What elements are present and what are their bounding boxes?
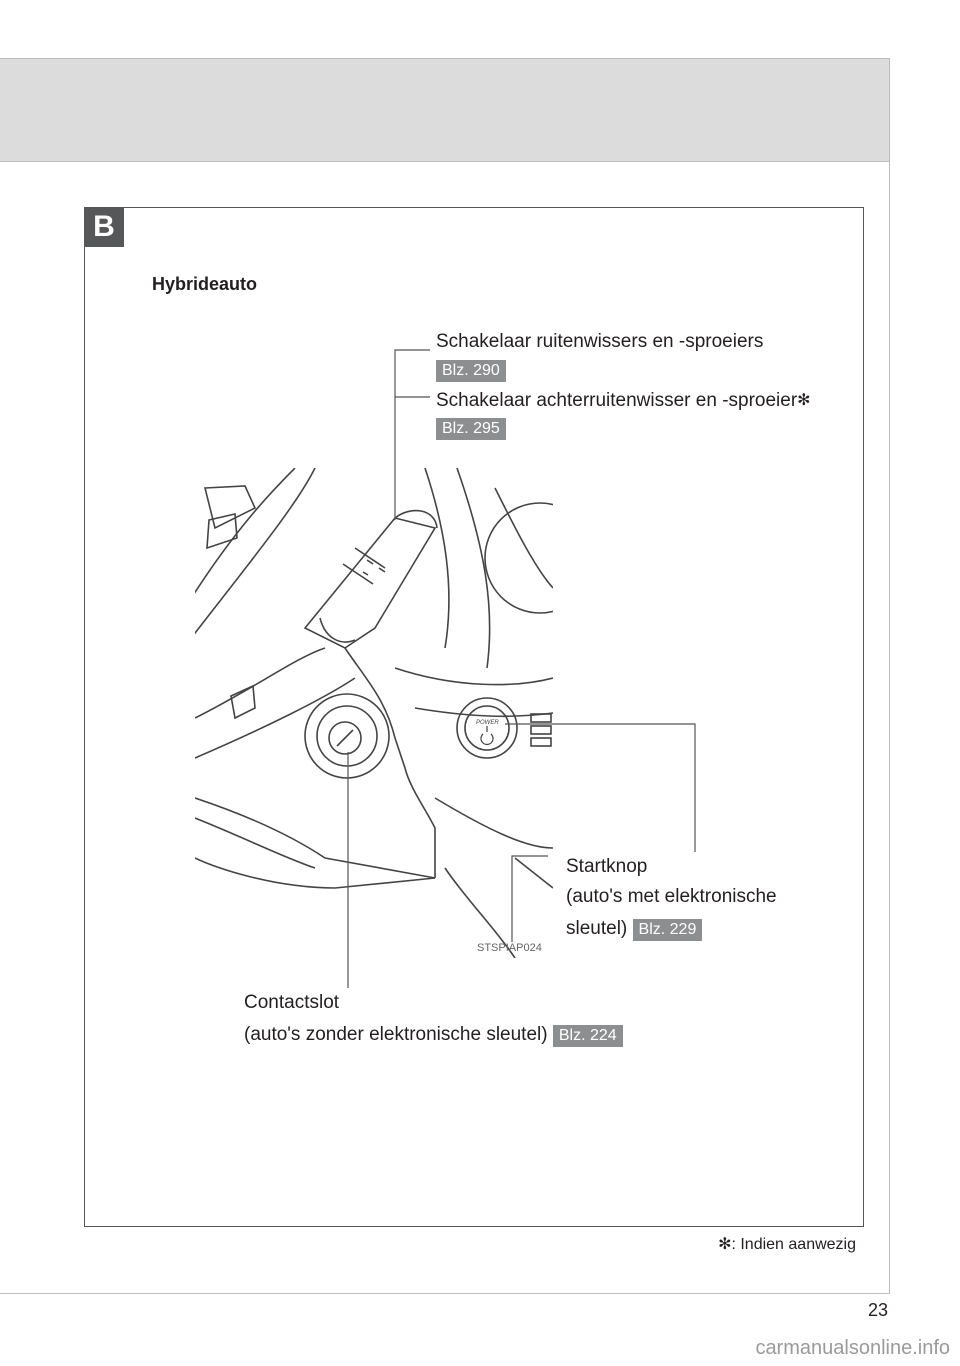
start-button-note-text: sleutel): [566, 918, 628, 939]
asterisk-icon: ✻: [797, 392, 811, 409]
wiper-switch-label: Schakelaar ruitenwissers en -sproeiers: [436, 331, 764, 352]
start-button-label: Startknop: [566, 856, 648, 877]
ignition-switch-note: [244, 1024, 623, 1047]
rear-wiper-switch-ref: [436, 418, 506, 440]
start-button-note-end: [566, 918, 702, 941]
section-badge: B: [84, 207, 124, 247]
power-button-text: POWER: [476, 720, 499, 726]
page-ref-badge[interactable]: Blz. 224: [553, 1025, 623, 1047]
watermark: carmanualsonline.info: [755, 1337, 950, 1359]
ignition-note-text: (auto's zonder elektronische sleutel): [244, 1024, 548, 1045]
page-number: 23: [867, 1300, 888, 1320]
subtitle: Hybrideauto: [152, 274, 258, 294]
page-ref-badge[interactable]: Blz. 295: [436, 418, 506, 440]
ignition-switch-label: Contactslot: [244, 992, 340, 1013]
wiper-switch-ref: [436, 360, 506, 382]
page-ref-badge[interactable]: Blz. 229: [633, 919, 703, 941]
rear-wiper-switch-label: [436, 390, 811, 412]
start-button-note: (auto's met elektronische: [566, 886, 777, 907]
footnote: ✻: Indien aanwezig: [718, 1236, 856, 1253]
illustration-code: STSPIAP024: [477, 942, 542, 954]
rear-wiper-label-text: Schakelaar achterruitenwisser en -sproeier: [436, 390, 798, 411]
page-ref-badge[interactable]: Blz. 290: [436, 360, 506, 382]
